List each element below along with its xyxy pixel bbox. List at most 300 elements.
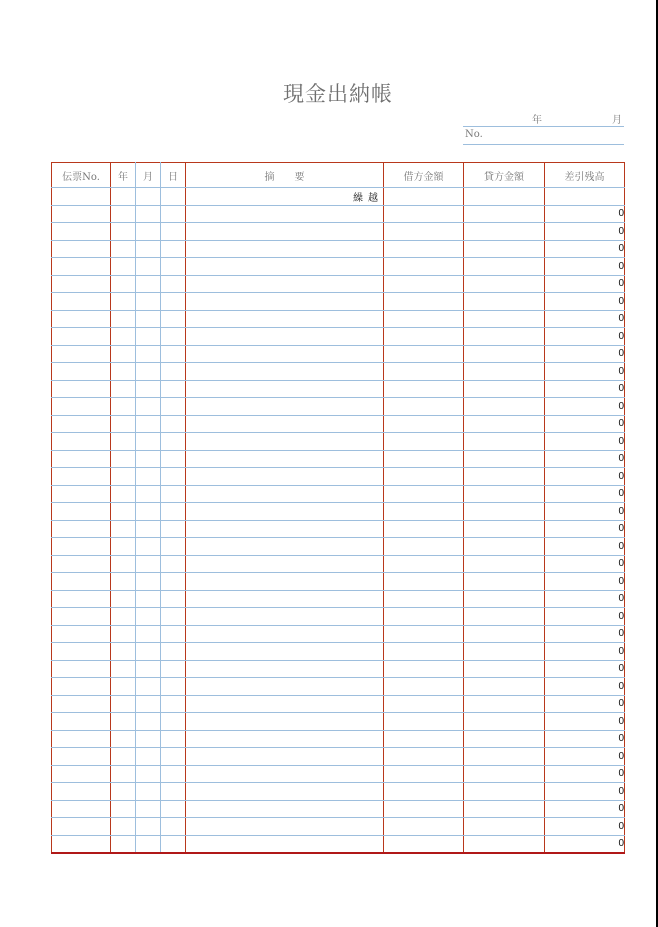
cell-year[interactable] [111, 363, 136, 381]
cell-slip-no[interactable] [52, 538, 111, 556]
cell-slip-no[interactable] [52, 398, 111, 416]
cell-balance[interactable]: 0 [545, 800, 625, 818]
cell-credit[interactable] [464, 555, 545, 573]
cell-debit[interactable] [384, 625, 464, 643]
cell-description[interactable] [186, 835, 384, 853]
cell-debit[interactable] [384, 503, 464, 521]
cell-debit[interactable] [384, 800, 464, 818]
cell-day[interactable] [161, 695, 186, 713]
cell-day[interactable] [161, 205, 186, 223]
cell-year[interactable] [111, 783, 136, 801]
cell-balance[interactable]: 0 [545, 660, 625, 678]
cell-year[interactable] [111, 415, 136, 433]
cell-day[interactable] [161, 608, 186, 626]
cell-day[interactable] [161, 643, 186, 661]
date-field[interactable] [463, 111, 624, 127]
cell-month[interactable] [136, 713, 161, 731]
cell-year[interactable] [111, 258, 136, 276]
cell-day[interactable] [161, 590, 186, 608]
cell-balance[interactable]: 0 [545, 240, 625, 258]
cell-balance[interactable]: 0 [545, 695, 625, 713]
cell-slip-no[interactable] [52, 783, 111, 801]
cell-debit[interactable] [384, 328, 464, 346]
cell-balance[interactable]: 0 [545, 485, 625, 503]
cell-credit[interactable] [464, 415, 545, 433]
cell-debit[interactable] [384, 450, 464, 468]
cell-debit[interactable] [384, 730, 464, 748]
cell-balance[interactable]: 0 [545, 468, 625, 486]
cell-month[interactable] [136, 695, 161, 713]
cell-debit[interactable] [384, 590, 464, 608]
cell-month[interactable] [136, 748, 161, 766]
cell-debit[interactable] [384, 573, 464, 591]
cell-debit[interactable] [384, 188, 464, 206]
cell-description[interactable] [186, 363, 384, 381]
cell-balance[interactable]: 0 [545, 363, 625, 381]
cell-year[interactable] [111, 538, 136, 556]
cell-debit[interactable] [384, 818, 464, 836]
cell-credit[interactable] [464, 275, 545, 293]
cell-credit[interactable] [464, 328, 545, 346]
cell-slip-no[interactable] [52, 310, 111, 328]
cell-month[interactable] [136, 835, 161, 853]
cell-balance[interactable]: 0 [545, 293, 625, 311]
cell-debit[interactable] [384, 783, 464, 801]
cell-year[interactable] [111, 590, 136, 608]
cell-balance[interactable]: 0 [545, 590, 625, 608]
cell-debit[interactable] [384, 678, 464, 696]
cell-description[interactable] [186, 748, 384, 766]
cell-year[interactable] [111, 275, 136, 293]
cell-month[interactable] [136, 275, 161, 293]
cell-year[interactable] [111, 678, 136, 696]
cell-balance[interactable]: 0 [545, 520, 625, 538]
cell-month[interactable] [136, 590, 161, 608]
cell-day[interactable] [161, 520, 186, 538]
cell-description[interactable] [186, 398, 384, 416]
cell-year[interactable] [111, 520, 136, 538]
cell-description[interactable] [186, 590, 384, 608]
cell-credit[interactable] [464, 205, 545, 223]
cell-credit[interactable] [464, 240, 545, 258]
cell-balance[interactable]: 0 [545, 555, 625, 573]
cell-balance[interactable]: 0 [545, 748, 625, 766]
cell-day[interactable] [161, 310, 186, 328]
cell-month[interactable] [136, 188, 161, 206]
cell-credit[interactable] [464, 223, 545, 241]
cell-month[interactable] [136, 345, 161, 363]
cell-slip-no[interactable] [52, 748, 111, 766]
cell-credit[interactable] [464, 573, 545, 591]
cell-month[interactable] [136, 398, 161, 416]
cell-credit[interactable] [464, 800, 545, 818]
cell-slip-no[interactable] [52, 223, 111, 241]
cell-credit[interactable] [464, 380, 545, 398]
cell-credit[interactable] [464, 310, 545, 328]
cell-balance[interactable]: 0 [545, 345, 625, 363]
cell-day[interactable] [161, 468, 186, 486]
cell-balance[interactable]: 0 [545, 415, 625, 433]
cell-day[interactable] [161, 555, 186, 573]
cell-debit[interactable] [384, 223, 464, 241]
cell-day[interactable] [161, 625, 186, 643]
cell-year[interactable] [111, 713, 136, 731]
cell-balance[interactable]: 0 [545, 258, 625, 276]
cell-credit[interactable] [464, 468, 545, 486]
cell-balance[interactable]: 0 [545, 608, 625, 626]
cell-slip-no[interactable] [52, 608, 111, 626]
cell-day[interactable] [161, 363, 186, 381]
cell-day[interactable] [161, 538, 186, 556]
cell-slip-no[interactable] [52, 730, 111, 748]
cell-slip-no[interactable] [52, 818, 111, 836]
cell-description[interactable] [186, 625, 384, 643]
cell-description[interactable] [186, 800, 384, 818]
cell-credit[interactable] [464, 643, 545, 661]
cell-month[interactable] [136, 240, 161, 258]
cell-month[interactable] [136, 223, 161, 241]
cell-description[interactable] [186, 345, 384, 363]
cell-year[interactable] [111, 223, 136, 241]
cell-debit[interactable] [384, 555, 464, 573]
cell-credit[interactable] [464, 345, 545, 363]
cell-month[interactable] [136, 765, 161, 783]
number-field[interactable] [463, 128, 624, 145]
cell-year[interactable] [111, 485, 136, 503]
cell-month[interactable] [136, 660, 161, 678]
cell-day[interactable] [161, 258, 186, 276]
cell-credit[interactable] [464, 765, 545, 783]
cell-year[interactable] [111, 800, 136, 818]
cell-credit[interactable] [464, 485, 545, 503]
cell-slip-no[interactable] [52, 835, 111, 853]
cell-debit[interactable] [384, 275, 464, 293]
cell-debit[interactable] [384, 713, 464, 731]
cell-description[interactable] [186, 293, 384, 311]
cell-credit[interactable] [464, 258, 545, 276]
cell-debit[interactable] [384, 310, 464, 328]
cell-description[interactable] [186, 503, 384, 521]
cell-slip-no[interactable] [52, 590, 111, 608]
cell-credit[interactable] [464, 818, 545, 836]
cell-month[interactable] [136, 538, 161, 556]
cell-slip-no[interactable] [52, 450, 111, 468]
cell-description[interactable] [186, 678, 384, 696]
cell-description[interactable] [186, 485, 384, 503]
cell-description[interactable] [186, 643, 384, 661]
cell-year[interactable] [111, 555, 136, 573]
cell-debit[interactable] [384, 258, 464, 276]
cell-day[interactable] [161, 800, 186, 818]
cell-balance[interactable]: 0 [545, 835, 625, 853]
cell-debit[interactable] [384, 660, 464, 678]
cell-slip-no[interactable] [52, 713, 111, 731]
cell-slip-no[interactable] [52, 433, 111, 451]
cell-balance[interactable] [545, 188, 625, 206]
cell-credit[interactable] [464, 433, 545, 451]
cell-description[interactable] [186, 538, 384, 556]
cell-slip-no[interactable] [52, 520, 111, 538]
cell-credit[interactable] [464, 695, 545, 713]
cell-credit[interactable] [464, 503, 545, 521]
cell-day[interactable] [161, 328, 186, 346]
cell-month[interactable] [136, 468, 161, 486]
cell-debit[interactable] [384, 398, 464, 416]
cell-day[interactable] [161, 660, 186, 678]
cell-year[interactable] [111, 503, 136, 521]
cell-month[interactable] [136, 310, 161, 328]
cell-slip-no[interactable] [52, 205, 111, 223]
cell-year[interactable] [111, 608, 136, 626]
cell-year[interactable] [111, 328, 136, 346]
cell-slip-no[interactable] [52, 345, 111, 363]
cell-month[interactable] [136, 205, 161, 223]
cell-credit[interactable] [464, 625, 545, 643]
cell-month[interactable] [136, 520, 161, 538]
cell-balance[interactable]: 0 [545, 643, 625, 661]
cell-day[interactable] [161, 818, 186, 836]
cell-month[interactable] [136, 433, 161, 451]
cell-description[interactable] [186, 765, 384, 783]
cell-description[interactable] [186, 555, 384, 573]
cell-description[interactable] [186, 380, 384, 398]
cell-slip-no[interactable] [52, 800, 111, 818]
cell-description[interactable] [186, 730, 384, 748]
cell-debit[interactable] [384, 240, 464, 258]
cell-day[interactable] [161, 835, 186, 853]
cell-month[interactable] [136, 485, 161, 503]
cell-description[interactable] [186, 713, 384, 731]
cell-debit[interactable] [384, 485, 464, 503]
cell-balance[interactable]: 0 [545, 450, 625, 468]
cell-year[interactable] [111, 468, 136, 486]
cell-debit[interactable] [384, 205, 464, 223]
cell-description[interactable] [186, 205, 384, 223]
carry-forward-label[interactable]: 繰越 [186, 188, 384, 206]
cell-slip-no[interactable] [52, 188, 111, 206]
cell-slip-no[interactable] [52, 625, 111, 643]
cell-balance[interactable]: 0 [545, 818, 625, 836]
cell-day[interactable] [161, 398, 186, 416]
cell-debit[interactable] [384, 468, 464, 486]
cell-balance[interactable]: 0 [545, 205, 625, 223]
cell-debit[interactable] [384, 538, 464, 556]
cell-month[interactable] [136, 415, 161, 433]
cell-description[interactable] [186, 468, 384, 486]
cell-year[interactable] [111, 293, 136, 311]
cell-credit[interactable] [464, 835, 545, 853]
cell-year[interactable] [111, 695, 136, 713]
cell-month[interactable] [136, 258, 161, 276]
cell-credit[interactable] [464, 520, 545, 538]
cell-year[interactable] [111, 398, 136, 416]
cell-slip-no[interactable] [52, 415, 111, 433]
cell-year[interactable] [111, 380, 136, 398]
cell-balance[interactable]: 0 [545, 730, 625, 748]
cell-slip-no[interactable] [52, 555, 111, 573]
cell-description[interactable] [186, 695, 384, 713]
cell-description[interactable] [186, 520, 384, 538]
cell-description[interactable] [186, 818, 384, 836]
cell-balance[interactable]: 0 [545, 398, 625, 416]
cell-credit[interactable] [464, 660, 545, 678]
cell-month[interactable] [136, 573, 161, 591]
cell-year[interactable] [111, 205, 136, 223]
cell-credit[interactable] [464, 678, 545, 696]
cell-balance[interactable]: 0 [545, 223, 625, 241]
cell-slip-no[interactable] [52, 485, 111, 503]
cell-credit[interactable] [464, 450, 545, 468]
cell-month[interactable] [136, 800, 161, 818]
cell-balance[interactable]: 0 [545, 678, 625, 696]
cell-credit[interactable] [464, 538, 545, 556]
cell-description[interactable] [186, 450, 384, 468]
cell-description[interactable] [186, 415, 384, 433]
cell-balance[interactable]: 0 [545, 310, 625, 328]
cell-balance[interactable]: 0 [545, 713, 625, 731]
cell-description[interactable] [186, 275, 384, 293]
cell-month[interactable] [136, 363, 161, 381]
cell-slip-no[interactable] [52, 328, 111, 346]
cell-balance[interactable]: 0 [545, 765, 625, 783]
cell-slip-no[interactable] [52, 695, 111, 713]
cell-slip-no[interactable] [52, 380, 111, 398]
cell-year[interactable] [111, 765, 136, 783]
cell-day[interactable] [161, 485, 186, 503]
cell-debit[interactable] [384, 765, 464, 783]
cell-description[interactable] [186, 573, 384, 591]
cell-credit[interactable] [464, 398, 545, 416]
cell-balance[interactable]: 0 [545, 380, 625, 398]
cell-year[interactable] [111, 450, 136, 468]
cell-description[interactable] [186, 223, 384, 241]
cell-description[interactable] [186, 433, 384, 451]
cell-year[interactable] [111, 573, 136, 591]
cell-day[interactable] [161, 433, 186, 451]
cell-month[interactable] [136, 643, 161, 661]
cell-description[interactable] [186, 310, 384, 328]
cell-balance[interactable]: 0 [545, 538, 625, 556]
cell-slip-no[interactable] [52, 573, 111, 591]
cell-credit[interactable] [464, 363, 545, 381]
cell-debit[interactable] [384, 345, 464, 363]
cell-month[interactable] [136, 555, 161, 573]
cell-description[interactable] [186, 608, 384, 626]
cell-day[interactable] [161, 748, 186, 766]
cell-month[interactable] [136, 608, 161, 626]
cell-year[interactable] [111, 188, 136, 206]
cell-day[interactable] [161, 678, 186, 696]
cell-debit[interactable] [384, 433, 464, 451]
cell-month[interactable] [136, 625, 161, 643]
cell-debit[interactable] [384, 643, 464, 661]
cell-day[interactable] [161, 240, 186, 258]
cell-balance[interactable]: 0 [545, 783, 625, 801]
cell-balance[interactable]: 0 [545, 625, 625, 643]
cell-debit[interactable] [384, 415, 464, 433]
cell-debit[interactable] [384, 608, 464, 626]
cell-day[interactable] [161, 345, 186, 363]
cell-description[interactable] [186, 258, 384, 276]
cell-credit[interactable] [464, 590, 545, 608]
cell-description[interactable] [186, 328, 384, 346]
cell-year[interactable] [111, 433, 136, 451]
cell-debit[interactable] [384, 748, 464, 766]
cell-day[interactable] [161, 450, 186, 468]
cell-slip-no[interactable] [52, 240, 111, 258]
cell-description[interactable] [186, 240, 384, 258]
cell-month[interactable] [136, 293, 161, 311]
cell-credit[interactable] [464, 713, 545, 731]
cell-slip-no[interactable] [52, 468, 111, 486]
cell-day[interactable] [161, 765, 186, 783]
cell-day[interactable] [161, 503, 186, 521]
cell-balance[interactable]: 0 [545, 573, 625, 591]
cell-day[interactable] [161, 713, 186, 731]
cell-credit[interactable] [464, 730, 545, 748]
cell-year[interactable] [111, 818, 136, 836]
cell-debit[interactable] [384, 363, 464, 381]
cell-slip-no[interactable] [52, 643, 111, 661]
cell-day[interactable] [161, 188, 186, 206]
cell-debit[interactable] [384, 293, 464, 311]
cell-balance[interactable]: 0 [545, 503, 625, 521]
cell-day[interactable] [161, 293, 186, 311]
cell-year[interactable] [111, 240, 136, 258]
cell-year[interactable] [111, 835, 136, 853]
cell-slip-no[interactable] [52, 765, 111, 783]
cell-credit[interactable] [464, 188, 545, 206]
cell-year[interactable] [111, 748, 136, 766]
cell-month[interactable] [136, 783, 161, 801]
cell-credit[interactable] [464, 608, 545, 626]
cell-credit[interactable] [464, 293, 545, 311]
cell-debit[interactable] [384, 835, 464, 853]
cell-slip-no[interactable] [52, 293, 111, 311]
cell-year[interactable] [111, 730, 136, 748]
cell-slip-no[interactable] [52, 660, 111, 678]
cell-slip-no[interactable] [52, 275, 111, 293]
cell-day[interactable] [161, 573, 186, 591]
cell-day[interactable] [161, 730, 186, 748]
cell-month[interactable] [136, 380, 161, 398]
cell-year[interactable] [111, 310, 136, 328]
cell-description[interactable] [186, 783, 384, 801]
cell-balance[interactable]: 0 [545, 433, 625, 451]
cell-month[interactable] [136, 730, 161, 748]
cell-year[interactable] [111, 625, 136, 643]
cell-debit[interactable] [384, 695, 464, 713]
cell-balance[interactable]: 0 [545, 275, 625, 293]
cell-month[interactable] [136, 818, 161, 836]
cell-day[interactable] [161, 783, 186, 801]
cell-slip-no[interactable] [52, 503, 111, 521]
cell-debit[interactable] [384, 380, 464, 398]
cell-credit[interactable] [464, 748, 545, 766]
cell-day[interactable] [161, 415, 186, 433]
cell-year[interactable] [111, 660, 136, 678]
cell-balance[interactable]: 0 [545, 328, 625, 346]
cell-description[interactable] [186, 660, 384, 678]
cell-month[interactable] [136, 678, 161, 696]
cell-day[interactable] [161, 275, 186, 293]
cell-year[interactable] [111, 345, 136, 363]
cell-month[interactable] [136, 450, 161, 468]
cell-credit[interactable] [464, 783, 545, 801]
cell-slip-no[interactable] [52, 258, 111, 276]
cell-slip-no[interactable] [52, 678, 111, 696]
cell-slip-no[interactable] [52, 363, 111, 381]
